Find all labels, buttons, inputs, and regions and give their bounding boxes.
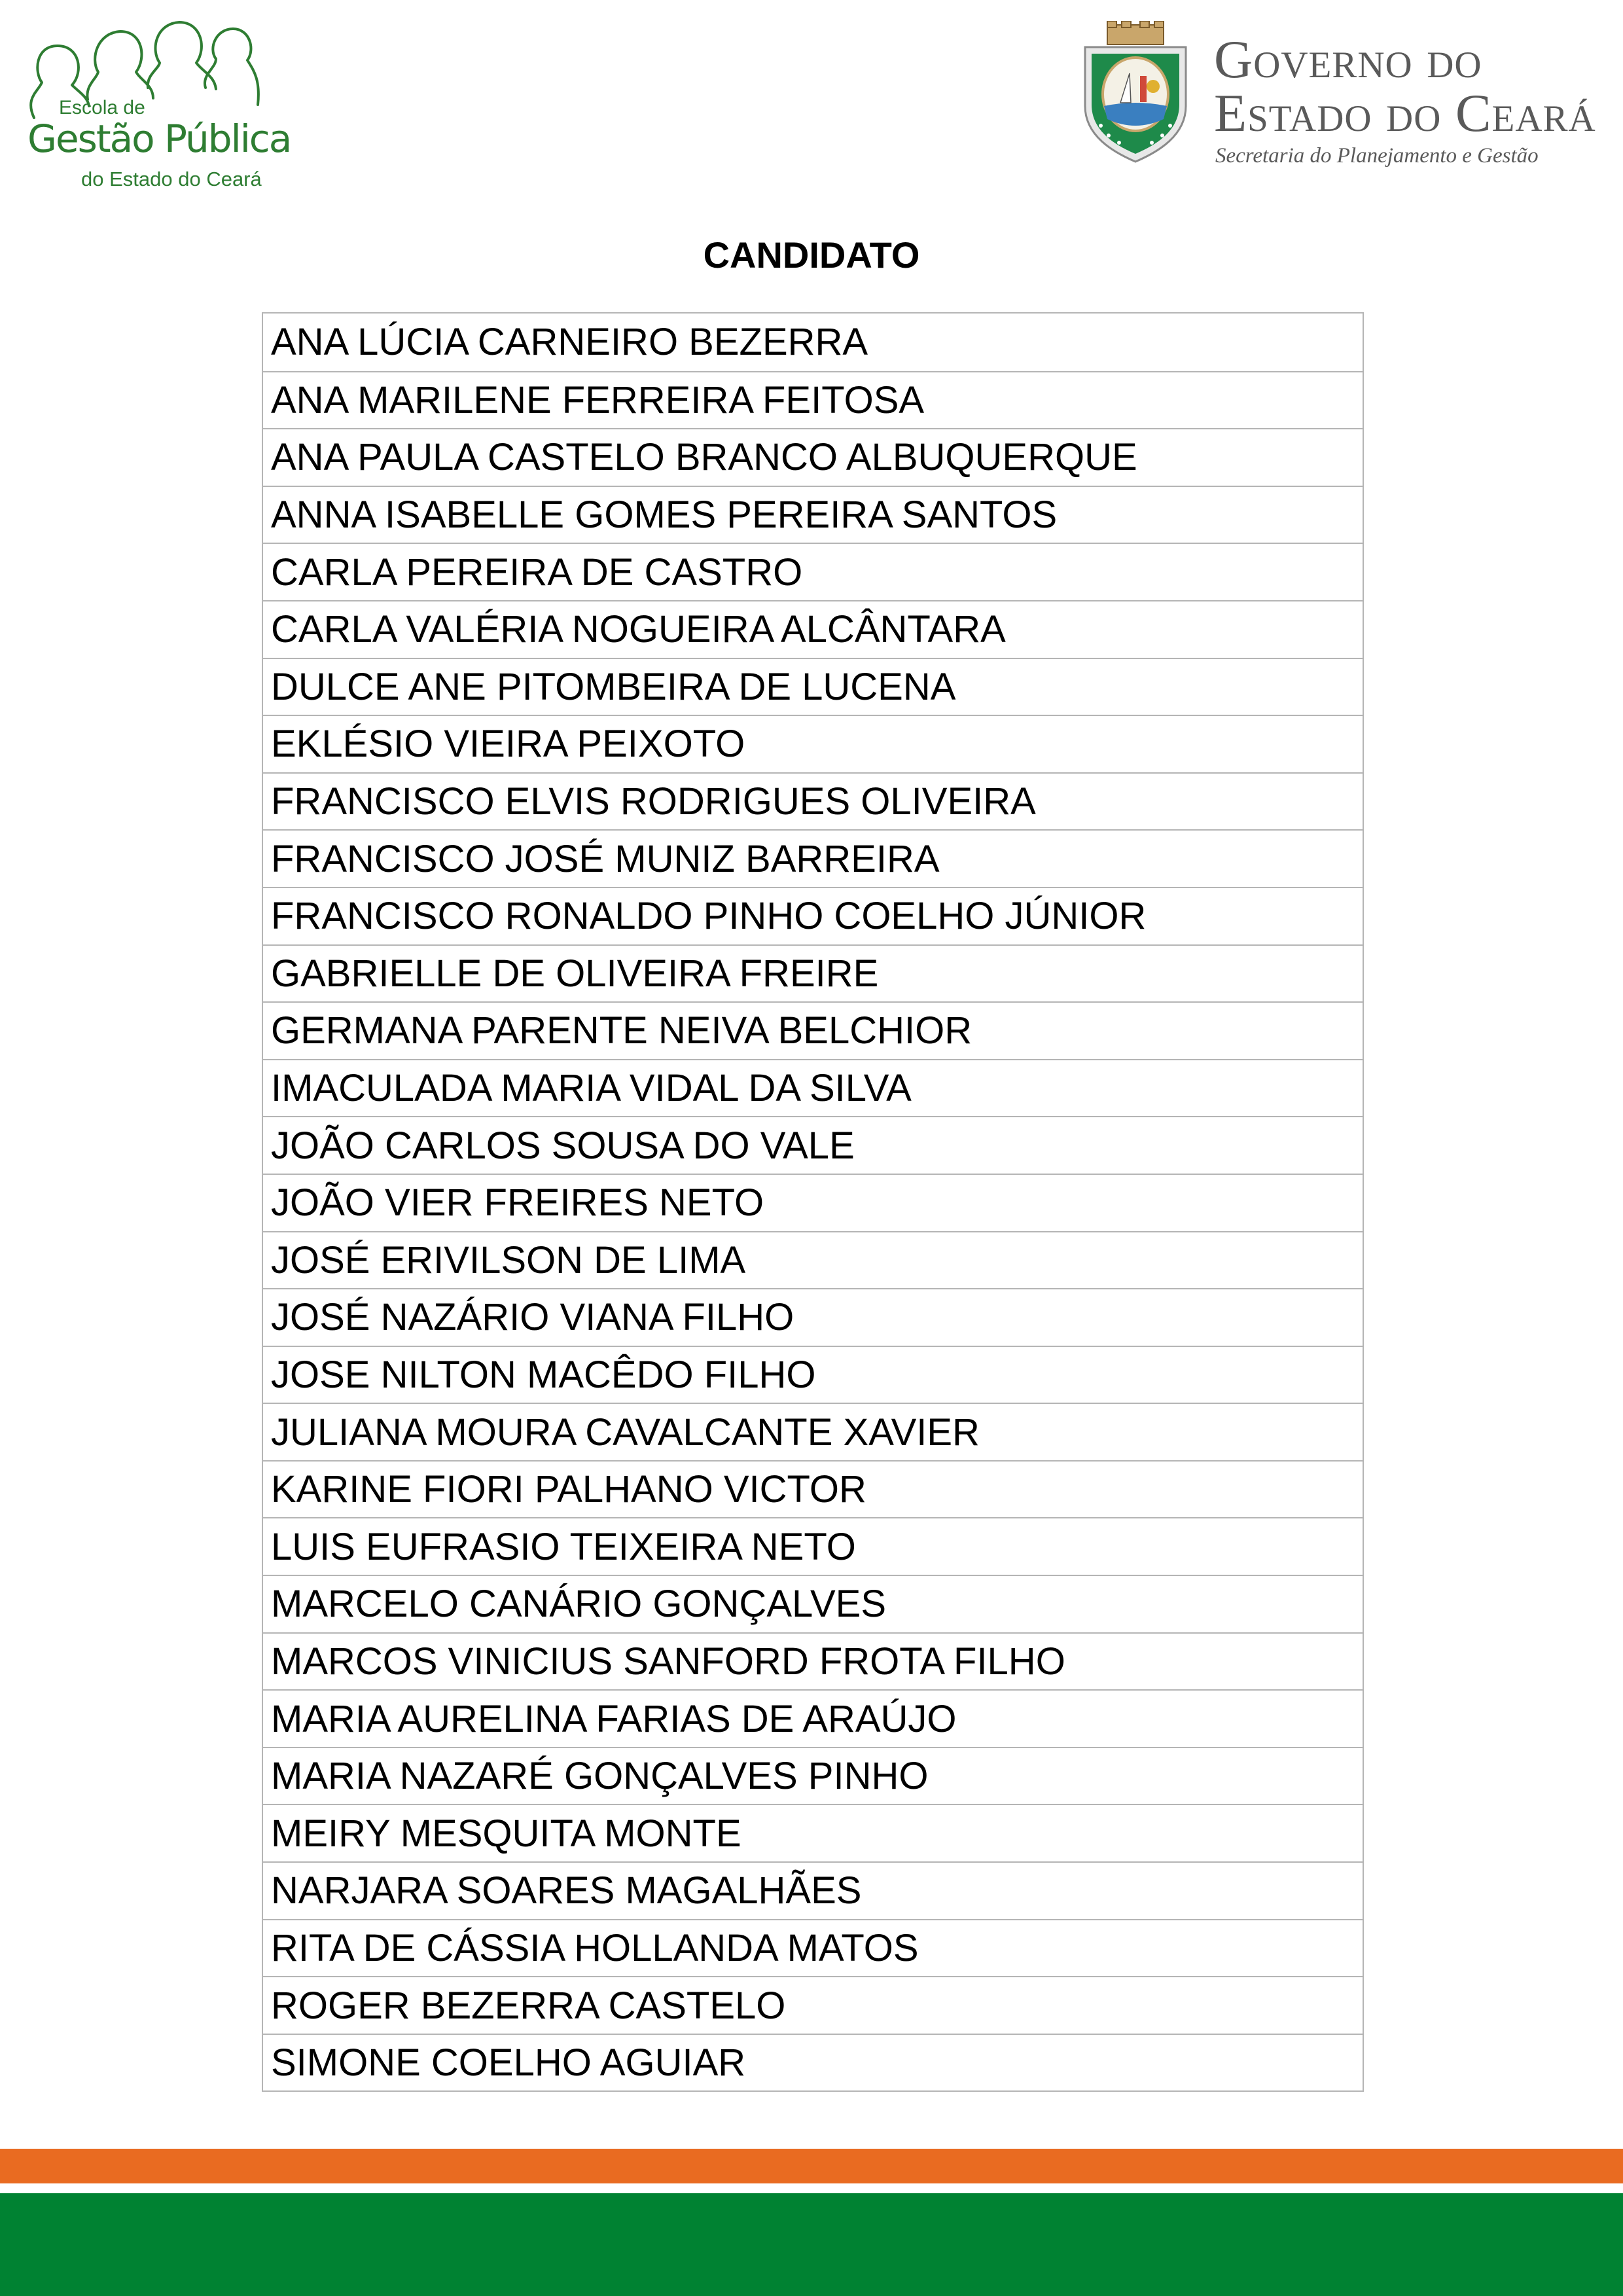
table-row: ANA PAULA CASTELO BRANCO ALBUQUERQUE: [263, 428, 1363, 486]
logo-text-estado: do Estado do Ceará: [81, 168, 262, 190]
table-row: MARIA AURELINA FARIAS DE ARAÚJO: [263, 1689, 1363, 1747]
table-row: MARCOS VINICIUS SANFORD FROTA FILHO: [263, 1632, 1363, 1690]
table-row: JULIANA MOURA CAVALCANTE XAVIER: [263, 1403, 1363, 1460]
logo-text-gestao-publica: Gestão Pública: [27, 117, 291, 161]
table-row: JOÃO CARLOS SOUSA DO VALE: [263, 1116, 1363, 1174]
table-row: KARINE FIORI PALHANO VICTOR: [263, 1460, 1363, 1518]
footer-orange-stripe: [0, 2149, 1623, 2183]
table-row: GERMANA PARENTE NEIVA BELCHIOR: [263, 1001, 1363, 1059]
logo-text-estado-ceara: Estado do Ceará: [1214, 83, 1596, 143]
table-row: FRANCISCO RONALDO PINHO COELHO JÚNIOR: [263, 887, 1363, 944]
logo-text-escola: Escola de: [59, 97, 145, 118]
table-row: FRANCISCO JOSÉ MUNIZ BARREIRA: [263, 829, 1363, 887]
table-row: MARCELO CANÁRIO GONÇALVES: [263, 1575, 1363, 1632]
table-row: CARLA PEREIRA DE CASTRO: [263, 543, 1363, 600]
table-row: IMACULADA MARIA VIDAL DA SILVA: [263, 1059, 1363, 1117]
table-row: CARLA VALÉRIA NOGUEIRA ALCÂNTARA: [263, 600, 1363, 658]
table-row: DULCE ANE PITOMBEIRA DE LUCENA: [263, 658, 1363, 715]
table-row: JOSE NILTON MACÊDO FILHO: [263, 1346, 1363, 1403]
table-row: FRANCISCO ELVIS RODRIGUES OLIVEIRA: [263, 772, 1363, 830]
table-row: JOSÉ ERIVILSON DE LIMA: [263, 1231, 1363, 1289]
governo-ceara-logo: [1080, 21, 1603, 171]
table-row: EKLÉSIO VIEIRA PEIXOTO: [263, 715, 1363, 772]
ceara-coat-of-arms-icon: [1080, 21, 1191, 165]
table-row: MEIRY MESQUITA MONTE: [263, 1804, 1363, 1861]
table-row: ANA LÚCIA CARNEIRO BEZERRA: [271, 321, 868, 364]
footer-green-stripe: [0, 2193, 1623, 2296]
table-row: MARIA NAZARÉ GONÇALVES PINHO: [263, 1747, 1363, 1804]
table-row: ROGER BEZERRA CASTELO: [263, 1976, 1363, 2034]
table-row: RITA DE CÁSSIA HOLLANDA MATOS: [263, 1919, 1363, 1977]
table-row: GABRIELLE DE OLIVEIRA FREIRE: [263, 944, 1363, 1002]
logo-text-governo: Governo do: [1214, 29, 1482, 89]
table-row: ANNA ISABELLE GOMES PEREIRA SANTOS: [263, 486, 1363, 543]
logo-text-secretaria: Secretaria do Planejamento e Gestão: [1215, 144, 1539, 168]
table-row: NARJARA SOARES MAGALHÃES: [263, 1861, 1363, 1919]
escola-gestao-publica-logo: [25, 20, 291, 190]
table-row: SIMONE COELHO AGUIAR: [263, 2034, 1363, 2091]
page-title: CANDIDATO: [703, 234, 920, 276]
table-row: JOSÉ NAZÁRIO VIANA FILHO: [263, 1288, 1363, 1346]
table-row: ANA MARILENE FERREIRA FEITOSA: [263, 371, 1363, 429]
table-row: LUIS EUFRASIO TEIXEIRA NETO: [263, 1517, 1363, 1575]
table-row: JOÃO VIER FREIRES NETO: [263, 1174, 1363, 1231]
candidate-table: [262, 312, 1364, 2092]
